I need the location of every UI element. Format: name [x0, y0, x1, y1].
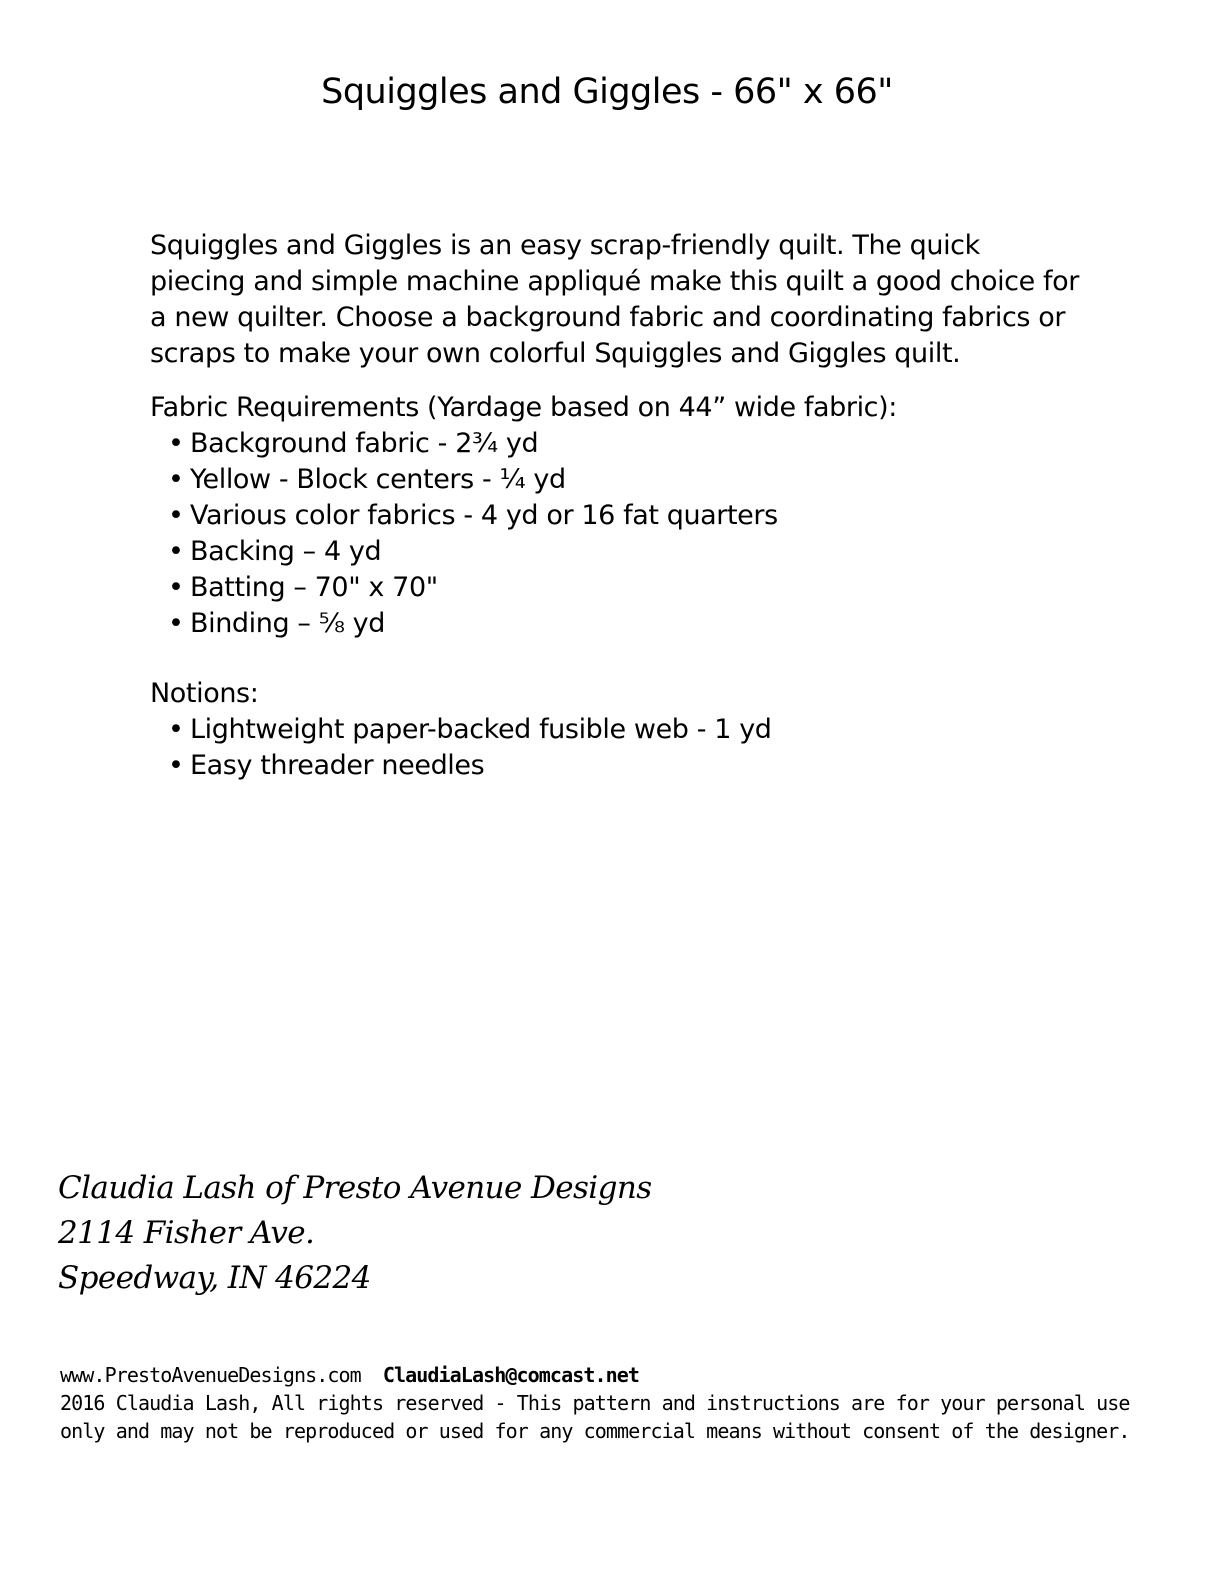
page-footer [60, 1361, 1170, 1445]
list-item-text: Yellow - Block centers - ¼ yd [190, 464, 566, 495]
bullet-icon: • [168, 464, 184, 495]
list-item-text: Binding – ⅝ yd [190, 608, 385, 639]
intro-paragraph: Squiggles and Giggles is an easy scrap-friendly quilt. The quick piecing and simple machine appliqué make this quilt a good choice for a new quilter. Choose a background fabric and coordinating fabrics or scraps to make your own colorful Squiggles and Giggles quilt. [150, 230, 1079, 369]
list-item [164, 534, 1080, 570]
list-item [164, 498, 1080, 534]
list-item-text: Easy threader needles [190, 750, 485, 781]
page-title: Squiggles and Giggles - 66" x 66" [321, 72, 893, 112]
address-city: Speedway, IN 46224 [58, 1260, 371, 1296]
list-item [164, 606, 1080, 642]
fabric-requirements-heading: Fabric Requirements (Yardage based on 44” wide fabric): [150, 392, 897, 423]
list-item [164, 712, 1080, 748]
list-item-text: Backing – 4 yd [190, 536, 382, 567]
list-item-text: Batting – 70" x 70" [190, 572, 438, 603]
list-item [164, 748, 1080, 784]
copyright-notice: 2016 Claudia Lash, All rights reserved - This pattern and instructions are for your personal use only and may not be reproduced or used for any commercial means without consent of the designer. [60, 1391, 1130, 1443]
designer-address-block [58, 1166, 652, 1301]
bullet-icon: • [168, 608, 184, 639]
bullet-icon: • [168, 428, 184, 459]
list-item-text: Various color fabrics - 4 yd or 16 fat quarters [190, 500, 778, 531]
notions-list [150, 712, 1080, 784]
list-item [164, 462, 1080, 498]
list-item-text: Lightweight paper-backed fusible web - 1 yd [190, 714, 772, 745]
fabric-requirements-list [150, 426, 1080, 642]
bullet-icon: • [168, 500, 184, 531]
bullet-icon: • [168, 572, 184, 603]
notions-heading: Notions: [150, 678, 259, 709]
footer-contact-line [60, 1361, 1170, 1389]
list-item [164, 570, 1080, 606]
website-link[interactable]: www.PrestoAvenueDesigns.com [60, 1363, 361, 1387]
email-link[interactable]: ClaudiaLash@comcast.net [382, 1363, 640, 1387]
list-item [164, 426, 1080, 462]
bullet-icon: • [168, 714, 184, 745]
pattern-description [150, 228, 1080, 784]
designer-name: Claudia Lash of Presto Avenue Designs [58, 1170, 652, 1206]
bullet-icon: • [168, 536, 184, 567]
list-item-text: Background fabric - 2¾ yd [190, 428, 539, 459]
bullet-icon: • [168, 750, 184, 781]
address-street: 2114 Fisher Ave. [58, 1215, 315, 1251]
